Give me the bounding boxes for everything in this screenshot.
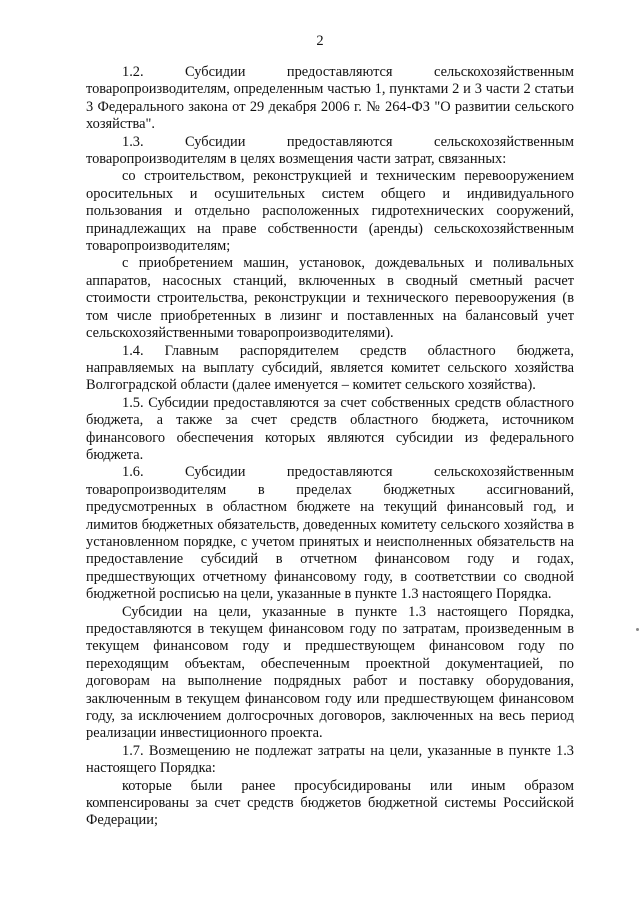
- paragraph-1-7: 1.7. Возмещению не подлежат затраты на цели, указанные в пункте 1.3 настоящего Порядка:: [86, 742, 574, 777]
- paragraph-1-6-purposes: Субсидии на цели, указанные в пункте 1.3 настоящего Порядка, предоставляются в текущем финансовом году по затратам, произведенным в текущем финансовом году и предшествующем финансовом году по переходящим объектам, обеспеченным проектной документацией, по договорам на выполнение подрядных работ и поставку оборудования, заключенным в текущем финансовом году или предшествующем финансовом году, за исключением долгосрочных договоров, заключенных на весь период реализации инвестиционного проекта.: [86, 603, 574, 742]
- paragraph-1-5: 1.5. Субсидии предоставляются за счет собственных средств областного бюджета, а также за счет средств областного бюджета, источником финансового обеспечения которых являются субсидии из федерального бюджета.: [86, 394, 574, 463]
- page-number: 2: [316, 33, 324, 49]
- paragraph-1-4: 1.4. Главным распорядителем средств областного бюджета, направляемых на выплату субсидий, является комитет сельского хозяйства Волгоградской области (далее именуется – комитет сельского хозяйства).: [86, 342, 574, 394]
- document-body: [86, 64, 574, 830]
- paragraph-1-7-subsidized: которые были ранее просубсидированы или иным образом компенсированы за счет средств бюджетов бюджетной системы Российской Федерации;: [86, 777, 574, 829]
- paragraph-1-6: 1.6. Субсидии предоставляются сельскохозяйственным товаропроизводителям в пределах бюджетных ассигнований, предусмотренных в областном бюджете на текущий финансовый год, и лимитов бюджетных обязательств, доведенных комитету сельского хозяйства в установленном порядке, с учетом принятых и неисполненных обязательств на предоставление субсидий в отчетном финансовом году и годах, предшествующих отчетному финансовому году, в соответствии со сводной бюджетной росписью на цели, указанные в пункте 1.3 настоящего Порядка.: [86, 464, 574, 603]
- scan-speck: [636, 628, 639, 631]
- paragraph-1-2: 1.2. Субсидии предоставляются сельскохозяйственным товаропроизводителям, определенным частью 1, пунктами 2 и 3 части 2 статьи 3 Федерального закона от 29 декабря 2006 г. № 264-ФЗ "О развитии сельского хозяйства".: [86, 64, 574, 133]
- paragraph-1-3: 1.3. Субсидии предоставляются сельскохозяйственным товаропроизводителям в целях возмещения части затрат, связанных:: [86, 133, 574, 168]
- paragraph-1-3-equipment: с приобретением машин, установок, дождевальных и поливальных аппаратов, насосных станций, включенных в сводный сметный расчет стоимости строительства, реконструкции и технического перевооружения (в том числе приобретенных в лизинг и поставленных на балансовый учет сельскохозяйственными товаропроизводителями).: [86, 255, 574, 342]
- paragraph-1-3-construction: со строительством, реконструкцией и техническим перевооружением оросительных и осушительных систем общего и индивидуального пользования и отдельно расположенных гидротехнических сооружений, принадлежащих на праве собственности (аренды) сельскохозяйственным товаропроизводителям;: [86, 168, 574, 255]
